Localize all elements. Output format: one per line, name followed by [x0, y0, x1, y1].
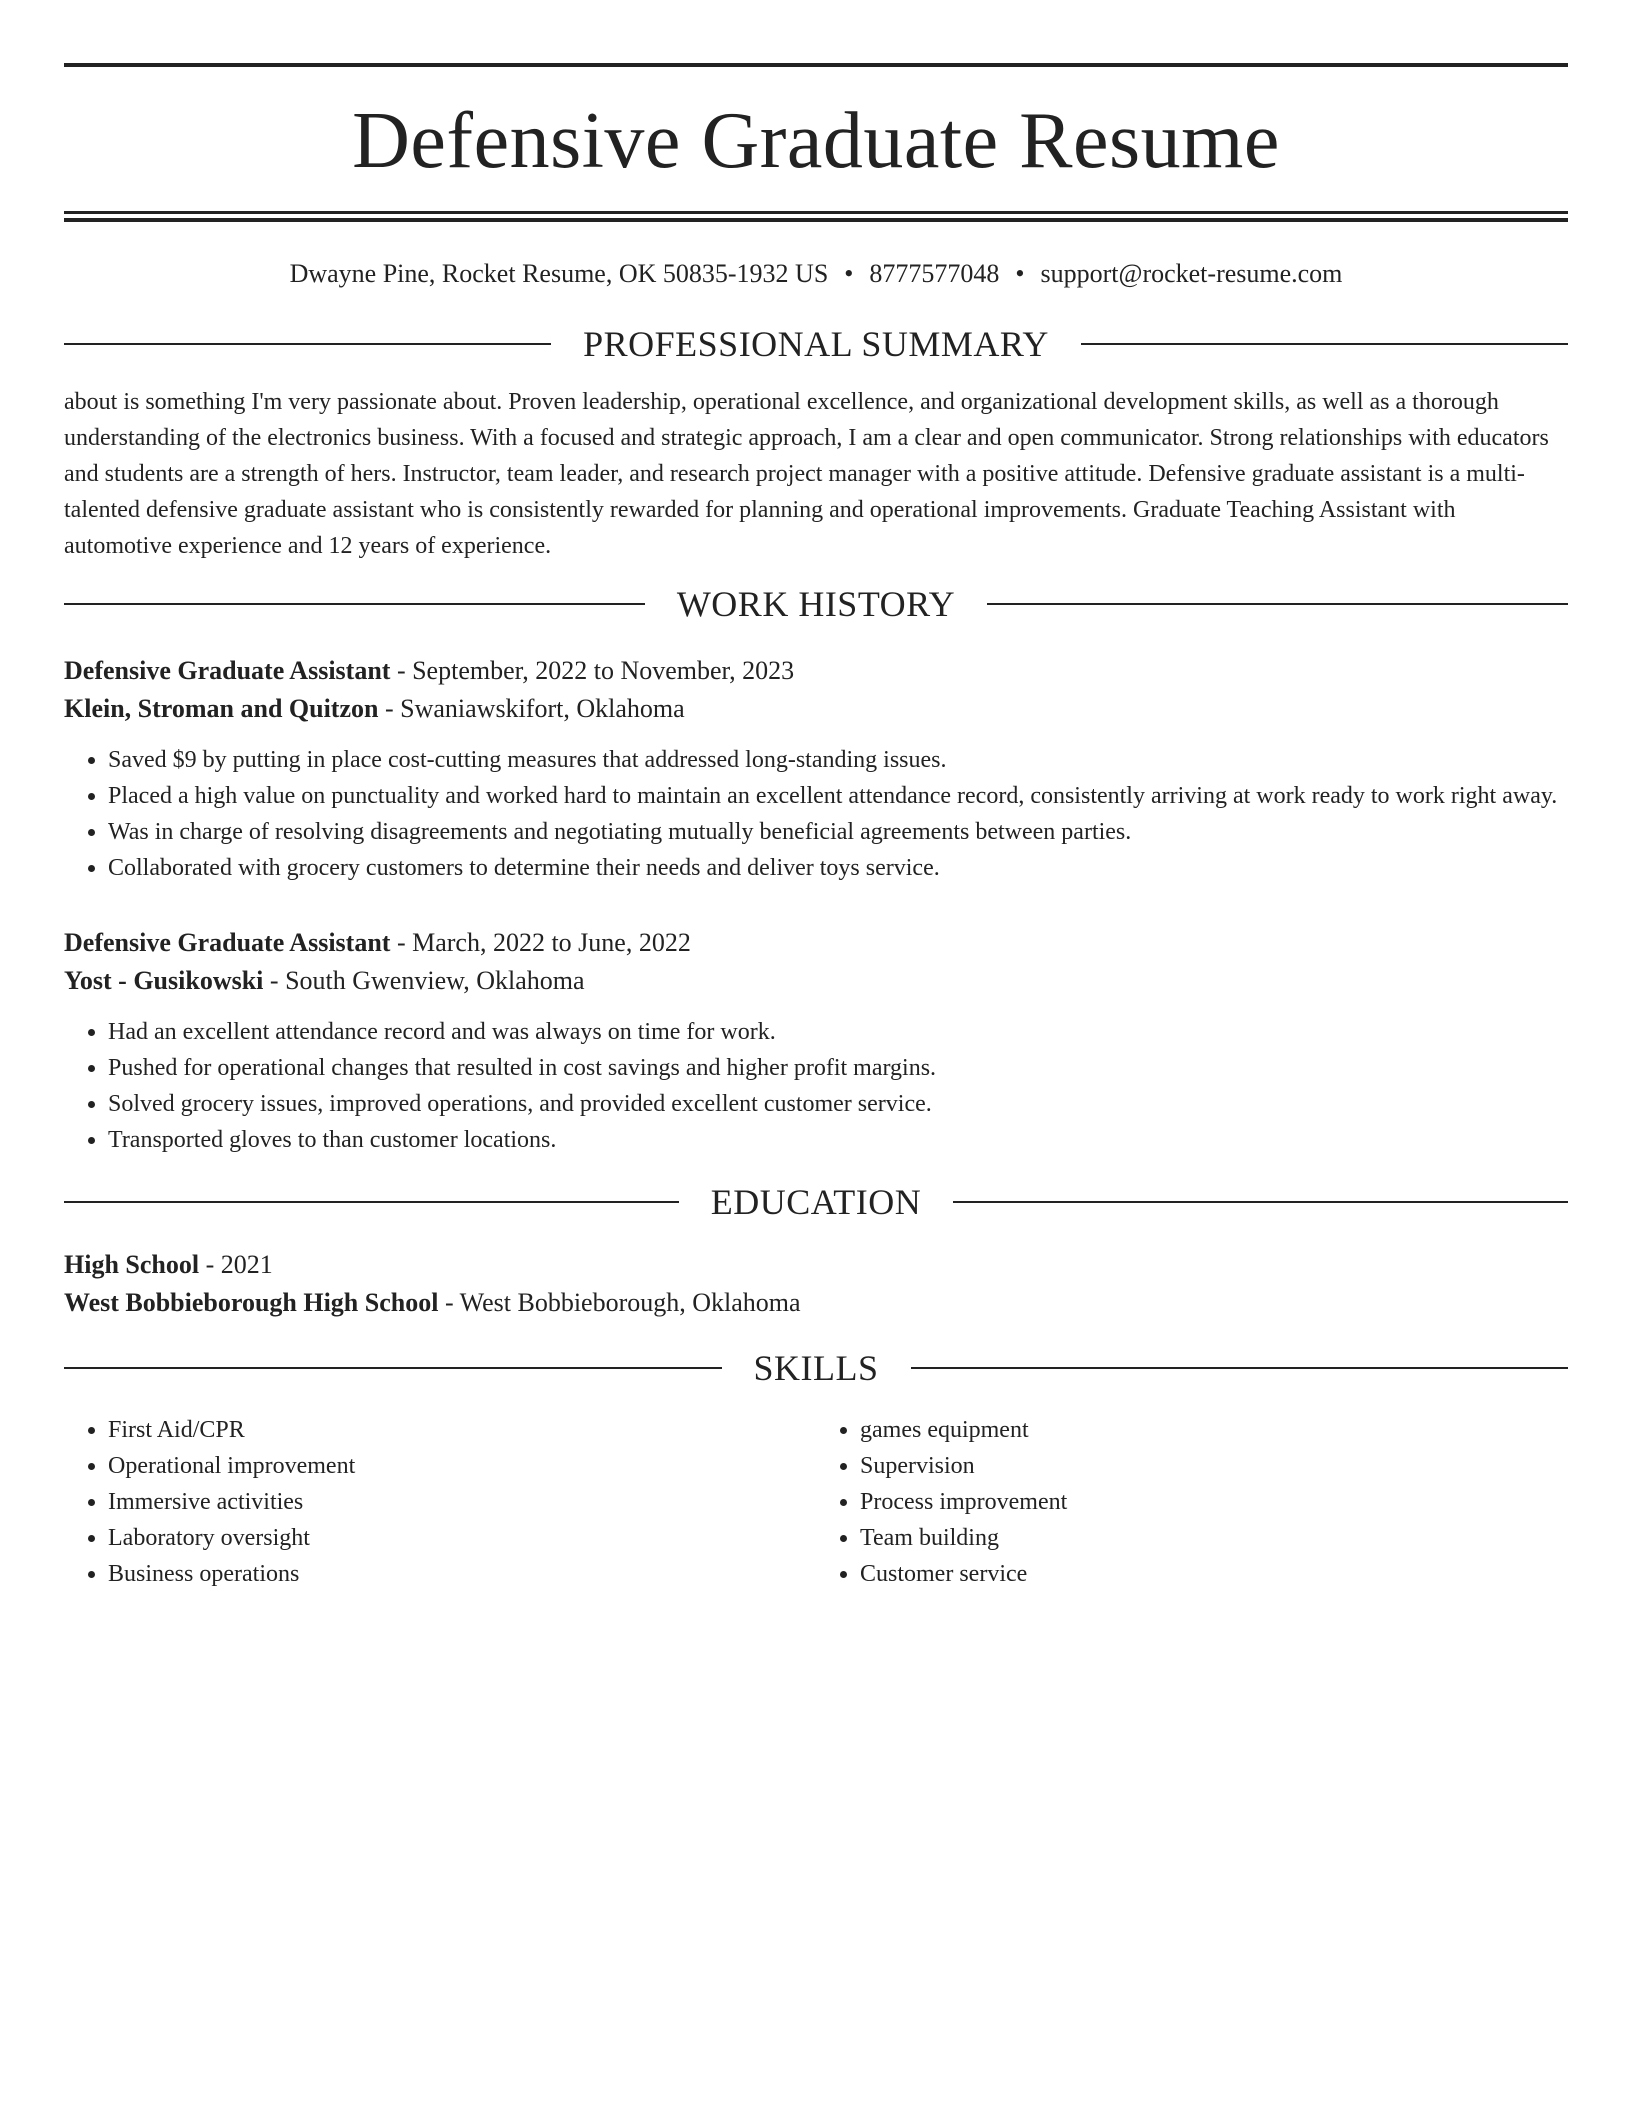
heading-rule-right	[953, 1201, 1568, 1203]
job-bullet: • Transported gloves to than customer locations.	[108, 1122, 1568, 1158]
job-location: - Swaniawskifort, Oklahoma	[378, 694, 685, 723]
job-location: - South Gwenview, Oklahoma	[263, 966, 585, 995]
skill-item: • Process improvement	[860, 1484, 1568, 1520]
contact-separator: •	[844, 259, 854, 288]
contact-line	[64, 258, 1568, 290]
job-bullet: • Collaborated with grocery customers to determine their needs and deliver toys service.	[108, 850, 1568, 886]
education-location: - West Bobbieborough, Oklahoma	[438, 1288, 801, 1317]
skill-item: • Supervision	[860, 1448, 1568, 1484]
heading-rule-left	[64, 1367, 722, 1369]
job-title: Defensive Graduate Assistant	[64, 656, 391, 685]
job-company-line	[64, 962, 1568, 1000]
job-bullets	[64, 742, 1568, 886]
education-entry	[64, 1246, 1568, 1322]
heading-rule-right	[1081, 343, 1568, 345]
job-company-line	[64, 690, 1568, 728]
work-section-heading	[64, 580, 1568, 628]
job-title-line	[64, 652, 1568, 690]
skill-item: • First Aid/CPR	[108, 1412, 816, 1448]
job-bullet: • Pushed for operational changes that resulted in cost savings and higher profit margins.	[108, 1050, 1568, 1086]
job-title: Defensive Graduate Assistant	[64, 928, 391, 957]
top-rule	[64, 63, 1568, 67]
summary-heading-label: PROFESSIONAL SUMMARY	[583, 324, 1049, 364]
skills-columns	[64, 1412, 1568, 1592]
job-company: Klein, Stroman and Quitzon	[64, 694, 379, 723]
skill-item: • Customer service	[860, 1556, 1568, 1592]
education-school-line	[64, 1284, 1568, 1322]
education-heading-label: EDUCATION	[710, 1182, 922, 1222]
summary-section-heading	[64, 320, 1568, 368]
contact-email: support@rocket-resume.com	[1040, 259, 1343, 288]
education-degree: High School	[64, 1250, 200, 1279]
skill-item: • Laboratory oversight	[108, 1520, 816, 1556]
job-bullet: • Saved $9 by putting in place cost-cutting measures that addressed long-standing issues.	[108, 742, 1568, 778]
job-bullet: • Solved grocery issues, improved operations, and provided excellent customer service.	[108, 1086, 1568, 1122]
education-degree-line	[64, 1246, 1568, 1284]
skills-section-heading	[64, 1344, 1568, 1392]
heading-rule-right	[911, 1367, 1569, 1369]
job-dates: - September, 2022 to November, 2023	[390, 656, 795, 685]
job-title-line	[64, 924, 1568, 962]
heading-rule-left	[64, 1201, 679, 1203]
skill-item: • Team building	[860, 1520, 1568, 1556]
resume-title: Defensive Graduate Resume	[352, 97, 1280, 185]
contact-address: Dwayne Pine, Rocket Resume, OK 50835-1932 US	[289, 259, 829, 288]
contact-phone: 8777577048	[869, 259, 1000, 288]
job-bullet: • Was in charge of resolving disagreements and negotiating mutually beneficial agreements between parties.	[108, 814, 1568, 850]
job-bullet: • Had an excellent attendance record and was always on time for work.	[108, 1014, 1568, 1050]
job-entry	[64, 924, 1568, 1158]
skill-item: • games equipment	[860, 1412, 1568, 1448]
work-heading-label: WORK HISTORY	[676, 584, 956, 624]
education-year: - 2021	[199, 1250, 273, 1279]
job-entry	[64, 652, 1568, 886]
job-company: Yost - Gusikowski	[64, 966, 264, 995]
skills-list-left	[64, 1412, 816, 1592]
contact-separator: •	[1015, 259, 1025, 288]
education-section-heading	[64, 1178, 1568, 1226]
heading-rule-right	[987, 603, 1568, 605]
job-bullet: • Placed a high value on punctuality and worked hard to maintain an excellent attendance record, consistently arriving at work ready to work right away.	[108, 778, 1568, 814]
skills-list-right	[816, 1412, 1568, 1592]
heading-rule-left	[64, 603, 645, 605]
job-bullets	[64, 1014, 1568, 1158]
skill-item: • Immersive activities	[108, 1484, 816, 1520]
skill-item: • Operational improvement	[108, 1448, 816, 1484]
education-school: West Bobbieborough High School	[64, 1288, 439, 1317]
job-dates: - March, 2022 to June, 2022	[390, 928, 691, 957]
skill-item: • Business operations	[108, 1556, 816, 1592]
skills-heading-label: SKILLS	[753, 1348, 879, 1388]
summary-text: about is something I'm very passionate about. Proven leadership, operational excellence, and organizational development skills, as well as a thorough understanding of the electronics business. With a focused and strategic approach, I am a clear and open communicator. Strong relationships with educators and students are a strength of hers. Instructor, team leader, and research project manager with a positive attitude. Defensive graduate assistant is a multi-talented defensive graduate assistant who is consistently rewarded for planning and operational improvements. Graduate Teaching Assistant with automotive experience and 12 years of experience.	[64, 389, 1549, 559]
title-double-rule	[64, 211, 1568, 222]
heading-rule-left	[64, 343, 551, 345]
